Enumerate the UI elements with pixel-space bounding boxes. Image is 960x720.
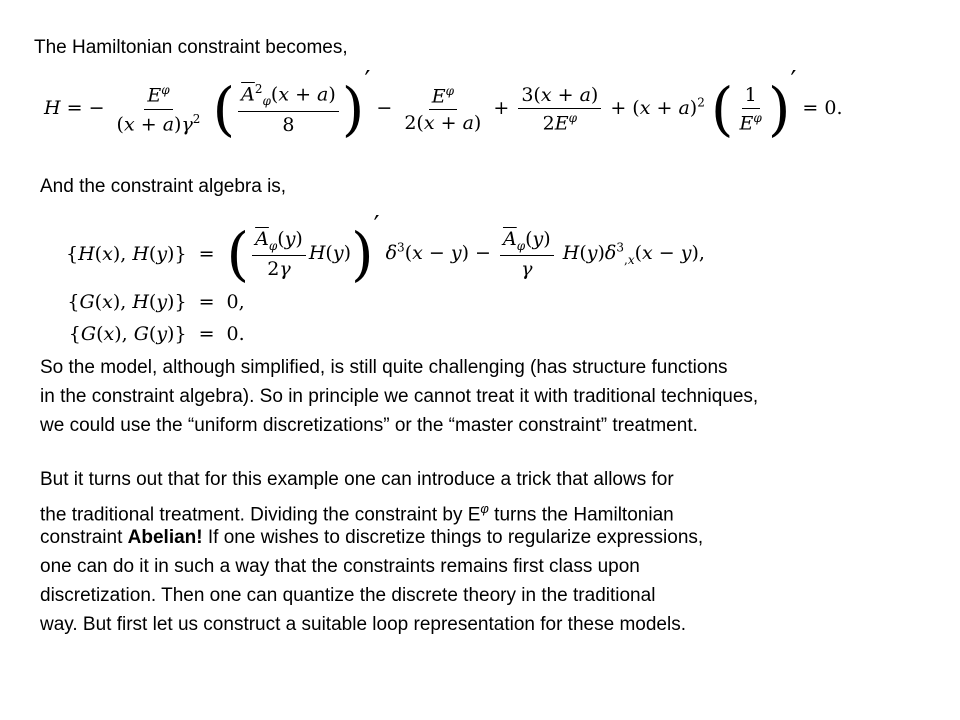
paragraph-1-line-1: So the model, although simplified, is still quite challenging (has structure functions xyxy=(40,357,728,378)
paragraph-2-line-4: one can do it in such a way that the constraints remains first class upon xyxy=(40,556,640,577)
paragraph-1-line-2: in the constraint algebra). So in principle we cannot treat it with traditional techniques, xyxy=(40,386,759,407)
algebra-row-gh: {G(x), H(y)} = 0, xyxy=(67,291,245,313)
line-text: constraint xyxy=(40,527,128,548)
constraint-algebra xyxy=(66,211,705,350)
heading-hamiltonian: The Hamiltonian constraint becomes, xyxy=(34,37,348,58)
paragraph-1-line-3: we could use the “uniform discretizations” or the “master constraint” treatment. xyxy=(40,415,698,436)
hamiltonian-equation: H = − $\frac{E^\varphi}{(x + a)\gamma^2}$ ( $\frac{\overline{A}^2_\varphi(x + a)}{8}$ )′ − $\frac{E^\varphi}{2(x + a)}$ + $\frac{3(x + a)}{2E^\varphi}$ + $(x + a)^2$ ( $\frac{1}{E^\varphi}$ )′ = 0. xyxy=(44,66,843,143)
paragraph-2-line-6: way. But first let us construct a suitable loop representation for these models. xyxy=(40,614,686,635)
algebra-row-hh: {H(x), H(y)} = ( $\frac{\overline{A}_\varphi(y)}{2\gamma}$ H(y))′ $\delta^3(x - y)$ − $\frac{\overline{A}_\varphi(y)}{\gamma}$ $H(y)\delta^3_{,x}(x - y)$, xyxy=(66,211,705,288)
phi-symbol: φ xyxy=(480,501,489,516)
line-text: turns the Hamiltonian xyxy=(488,504,674,526)
paragraph-2-line-5: discretization. Then one can quantize the discrete theory in the traditional xyxy=(40,585,656,606)
line-text: the traditional treatment. Dividing the constraint by E xyxy=(40,504,481,526)
heading-algebra: And the constraint algebra is, xyxy=(40,176,287,197)
line-text: If one wishes to discretize things to regularize expressions, xyxy=(202,527,704,548)
paragraph-2-line-3 xyxy=(40,523,703,552)
abelian-bold: Abelian! xyxy=(127,527,203,548)
algebra-row-gg: {G(x), G(y)} = 0. xyxy=(68,323,245,345)
paragraph-2-line-1: But it turns out that for this example one can introduce a trick that allows for xyxy=(40,469,674,490)
